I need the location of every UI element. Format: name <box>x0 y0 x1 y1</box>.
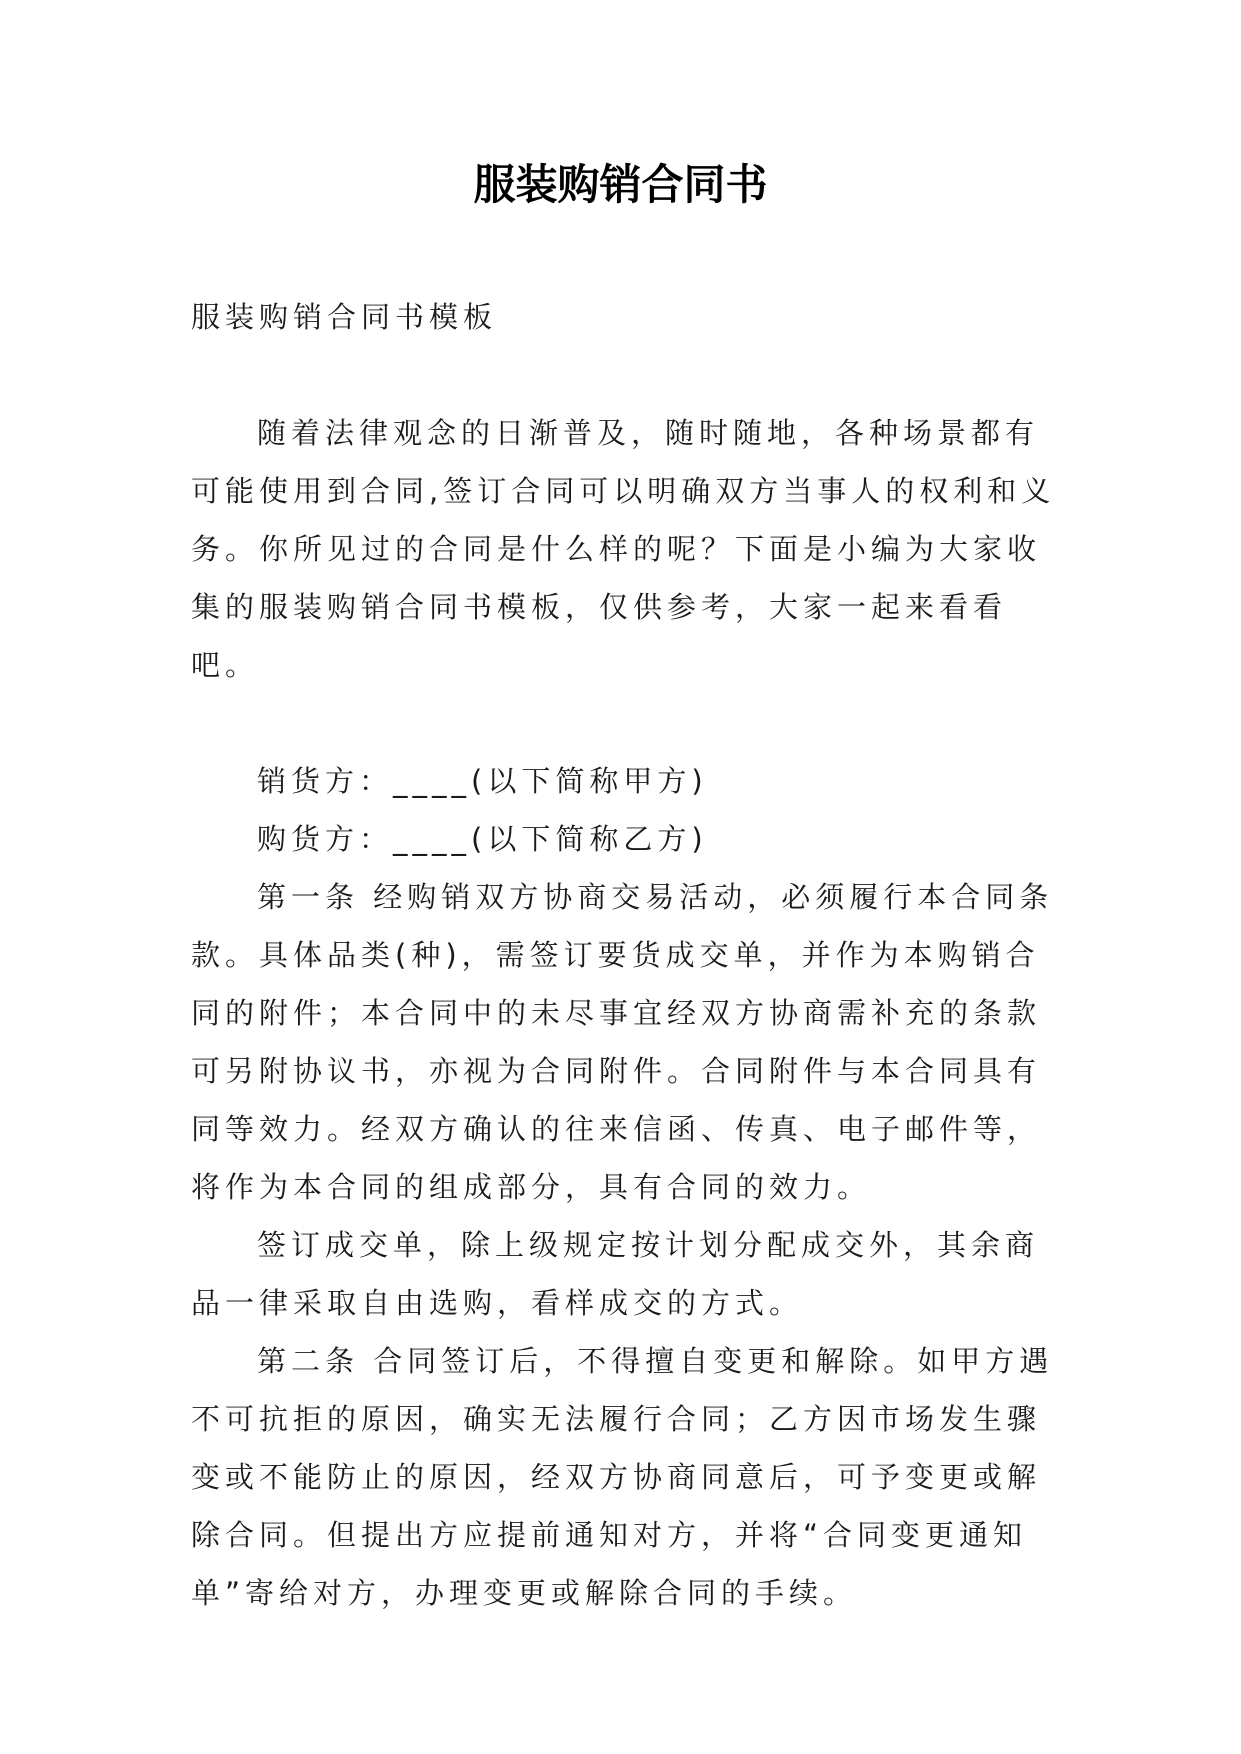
seller-line: 销货方：____(以下简称甲方) <box>257 764 708 798</box>
document-title: 服装购销合同书 <box>473 160 768 209</box>
document-body <box>191 404 1061 1622</box>
article-1-paragraph: 第一条 经购销双方协商交易活动，必须履行本合同条款。具体品类(种)，需签订要货成交单，并作为本购销合同的附件；本合同中的未尽事宜经双方协商需补充的条款可另附协议书，亦视为合同附件。合同附件与本合同具有同等效力。经双方确认的往来信函、传真、电子邮件等，将作为本合同的组成部分，具有合同的效力。 <box>191 880 1054 1204</box>
paragraph-spacer <box>191 694 1061 752</box>
article-1-note-paragraph: 签订成交单，除上级规定按计划分配成交外，其余商品一律采取自由选购，看样成交的方式。 <box>191 1228 1040 1320</box>
intro-paragraph: 随着法律观念的日渐普及，随时随地，各种场景都有可能使用到合同,签订合同可以明确双方当事人的权利和义务。你所见过的合同是什么样的呢？下面是小编为大家收集的服装购销合同书模板，仅供参考，大家一起来看看吧。 <box>191 416 1056 682</box>
article-2-paragraph: 第二条 合同签订后，不得擅自变更和解除。如甲方遇不可抗拒的原因，确实无法履行合同；乙方因市场发生骤变或不能防止的原因，经双方协商同意后，可予变更或解除合同。但提出方应提前通知对方，并将“合同变更通知单”寄给对方，办理变更或解除合同的手续。 <box>191 1344 1054 1610</box>
buyer-line: 购货方：____(以下简称乙方) <box>257 822 708 856</box>
document-subtitle: 服装购销合同书模板 <box>191 300 498 334</box>
